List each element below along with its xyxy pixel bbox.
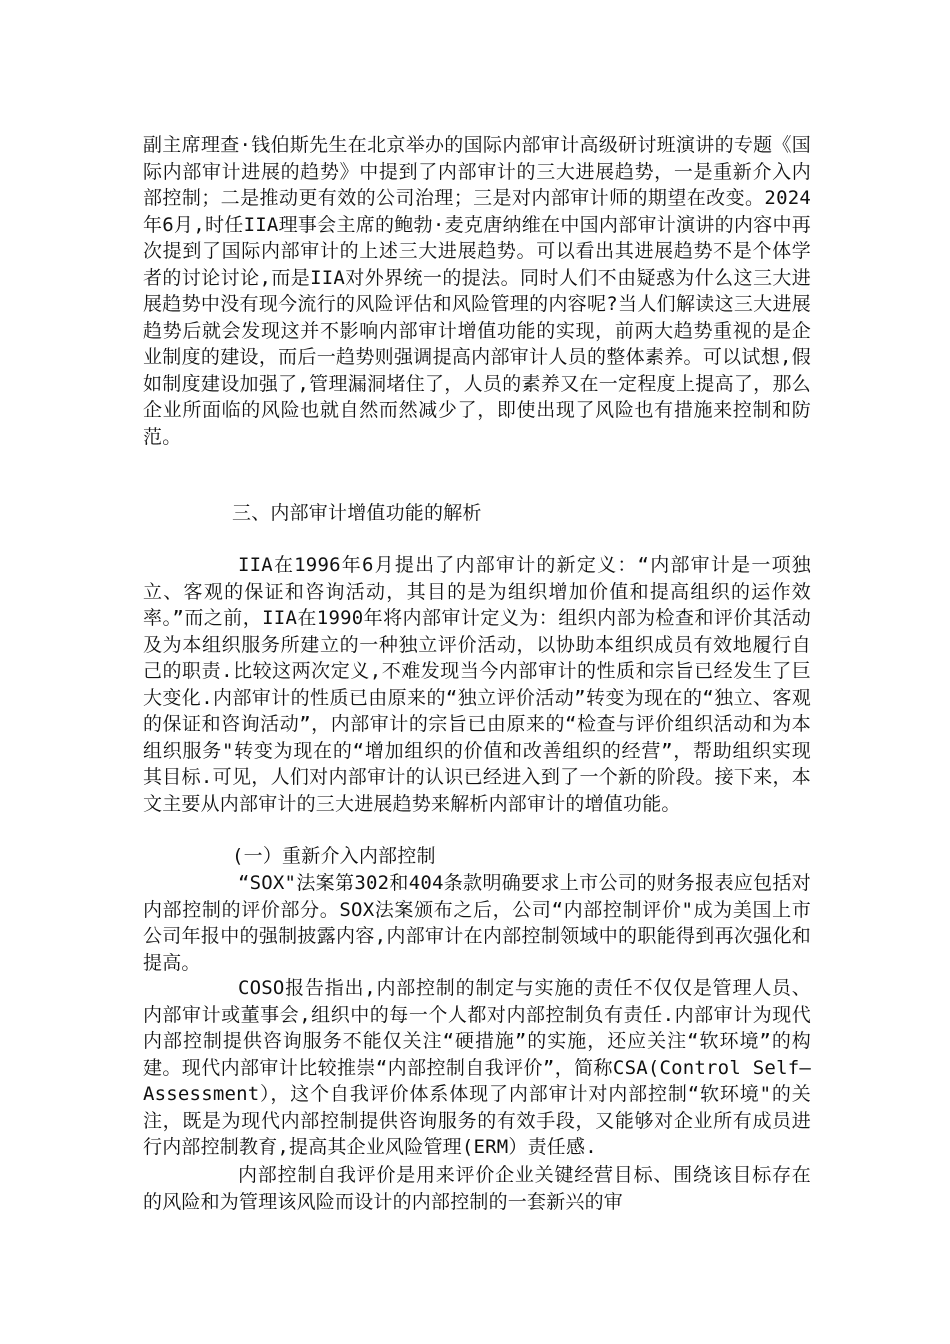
body-paragraph: COSO报告指出,内部控制的制定与实施的责任不仅仅是管理人员、内部审计或董事会,组织中的每一个人都对内部控制负有责任.内部审计为现代内部控制提供咨询服务不能仅关注“硬措施”的实施，还应关注“软环境”的构建。现代内部审计比较推崇“内部控制自我评价”，简称CSA(Control Self—Assessment），这个自我评价体系体现了内部审计对内部控制“软环境"的关注，既是为现代内部控制提供咨询服务的有效手段，又能够对企业所有成员进行内部控制教育,提高其企业风险管理(ERM）责任感. [143, 977, 811, 1158]
body-paragraph: “SOX"法案第302和404条款明确要求上市公司的财务报表应包括对内部控制的评价部分。SOX法案颁布之后，公司“内部控制评价"成为美国上市公司年报中的强制披露内容,内部审计在内部控制领域中的职能得到再次强化和提高。 [143, 872, 811, 974]
subsection-heading: (一）重新介入内部控制 [232, 845, 436, 867]
section-heading: 三、内部审计增值功能的解析 [232, 502, 482, 524]
body-paragraph: 内部控制自我评价是用来评价企业关键经营目标、围绕该目标存在的风险和为管理该风险而设计的内部控制的一套新兴的审 [143, 1164, 811, 1213]
body-paragraph: 副主席理查·钱伯斯先生在北京举办的国际内部审计高级研讨班演讲的专题《国际内部审计进展的趋势》中提到了内部审计的三大进展趋势，一是重新介入内部控制；二是推动更有效的公司治理；三是对内部审计师的期望在改变。2024年6月,时任IIA理事会主席的鲍勃·麦克唐纳维在中国内部审计演讲的内容中再次提到了国际内部审计的上述三大进展趋势。可以看出其进展趋势不是个体学者的讨论讨论,而是IIA对外界统一的提法。同时人们不由疑惑为什么这三大进展趋势中没有现今流行的风险评估和风险管理的内容呢?当人们解读这三大进展趋势后就会发现这并不影响内部审计增值功能的实现，前两大趋势重视的是企业制度的建设，而后一趋势则强调提高内部审计人员的整体素养。可以试想,假如制度建设加强了,管理漏洞堵住了，人员的素养又在一定程度上提高了，那么企业所面临的风险也就自然而然减少了，即使出现了风险也有措施来控制和防范。 [143, 134, 811, 448]
body-paragraph: IIA在1996年6月提出了内部审计的新定义：“内部审计是一项独立、客观的保证和咨询活动，其目的是为组织增加价值和提高组织的运作效率。”而之前，IIA在1990年将内部审计定义为：组织内部为检查和评价其活动及为本组织服务所建立的一种独立评价活动，以协助本组织成员有效地履行自己的职责.比较这两次定义,不难发现当今内部审计的性质和宗旨已经发生了巨大变化.内部审计的性质已由原来的“独立评价活动”转变为现在的“独立、客观的保证和咨询活动”，内部审计的宗旨已由原来的“检查与评价组织活动和为本组织服务"转变为现在的“增加组织的价值和改善组织的经营”，帮助组织实现其目标.可见，人们对内部审计的认识已经进入到了一个新的阶段。接下来，本文主要从内部审计的三大进展趋势来解析内部审计的增值功能。 [143, 554, 811, 815]
